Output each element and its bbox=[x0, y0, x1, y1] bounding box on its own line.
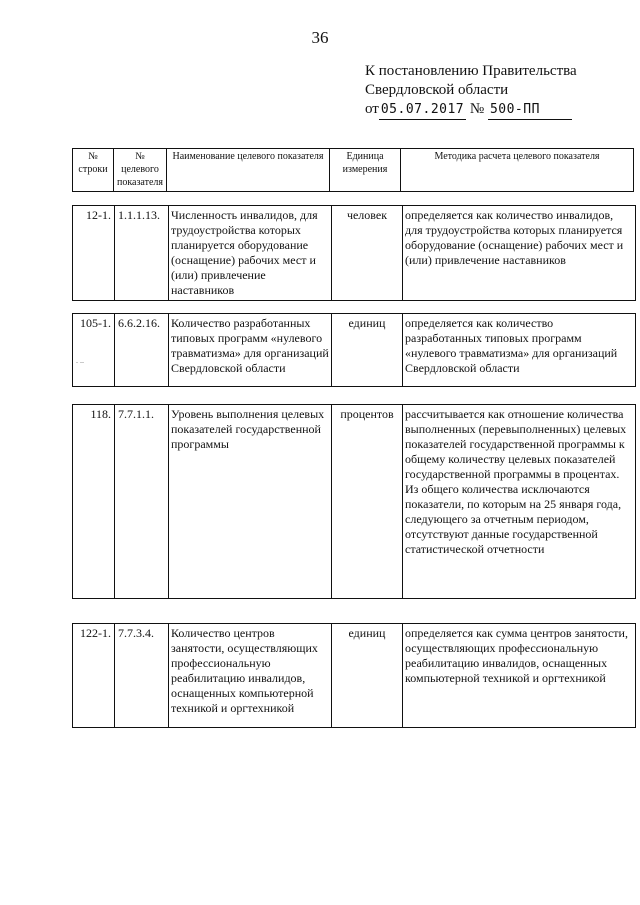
table-row bbox=[72, 623, 636, 728]
indicator-name: Количество разработанных типовых программ «нулевого травматизма» для организаций Свердловской области bbox=[169, 314, 332, 387]
header-method: Методика расчета целевого показателя bbox=[401, 149, 634, 192]
approval-line-2: Свердловской области bbox=[365, 82, 509, 98]
header-indicator-number: № целевого показателя bbox=[114, 149, 167, 192]
indicator-method: определяется как количество разработанных типовых программ «нулевого травматизма» для организаций Свердловской области bbox=[403, 314, 636, 387]
table-row bbox=[72, 404, 636, 599]
header-indicator-name: Наименование целевого показателя bbox=[167, 149, 330, 192]
approval-line-1: К постановлению Правительства bbox=[365, 63, 577, 79]
indicator-code: 1.1.1.13. bbox=[115, 206, 169, 301]
approval-block bbox=[365, 62, 577, 120]
table-row bbox=[72, 205, 636, 301]
indicator-unit: человек bbox=[332, 206, 403, 301]
indicator-name: Уровень выполнения целевых показателей государственной программы bbox=[169, 405, 332, 599]
indicator-method: рассчитывается как отношение количества выполненных (перевыполненных) целевых показателей государственной программы к общему количеству целевых показателей государственной программы в процентах. Из общего количества исключаются показатели, по которым на 25 января года, следующего за отчетным периодом, отсутствуют данные государственной статистической отчетности bbox=[403, 405, 636, 599]
indicator-unit: единиц bbox=[332, 314, 403, 387]
decree-number: 500-ПП bbox=[488, 100, 572, 120]
indicator-unit: процентов bbox=[332, 405, 403, 599]
indicator-name: Количество центров занятости, осуществляющих профессиональную реабилитацию инвалидов, оснащенных компьютерной техникой и оргтехникой bbox=[169, 624, 332, 728]
indicator-code: 7.7.3.4. bbox=[115, 624, 169, 728]
indicator-code: 6.6.2.16. bbox=[115, 314, 169, 387]
approval-line-3 bbox=[365, 100, 577, 120]
decree-date: 05.07.2017 bbox=[379, 100, 466, 120]
indicator-code: 7.7.1.1. bbox=[115, 405, 169, 599]
indicator-method: определяется как сумма центров занятости, осуществляющих профессиональную реабилитацию инвалидов, оснащенных компьютерной техникой и оргтехникой bbox=[403, 624, 636, 728]
header-unit: Единица измерения bbox=[330, 149, 401, 192]
indicator-method: определяется как количество инвалидов, для трудоустройства которых планируется оборудование (оснащение) рабочих мест и (или) привлечение наставников bbox=[403, 206, 636, 301]
row-number: 12-1. bbox=[73, 206, 115, 301]
indicator-name: Численность инвалидов, для трудоустройства которых планируется оборудование (оснащение) рабочих мест и (или) привлечение наставников bbox=[169, 206, 332, 301]
number-prefix: № bbox=[469, 101, 485, 117]
indicator-unit: единиц bbox=[332, 624, 403, 728]
scan-artifact: . .. bbox=[76, 356, 84, 365]
row-number: 118. bbox=[73, 405, 115, 599]
header-row-number: № строки bbox=[73, 149, 114, 192]
table-row bbox=[72, 313, 636, 387]
row-number: 105-1. bbox=[73, 314, 115, 387]
header-table bbox=[72, 148, 634, 192]
page-number: 36 bbox=[311, 28, 329, 47]
from-prefix: от bbox=[365, 101, 379, 117]
row-number: 122-1. bbox=[73, 624, 115, 728]
